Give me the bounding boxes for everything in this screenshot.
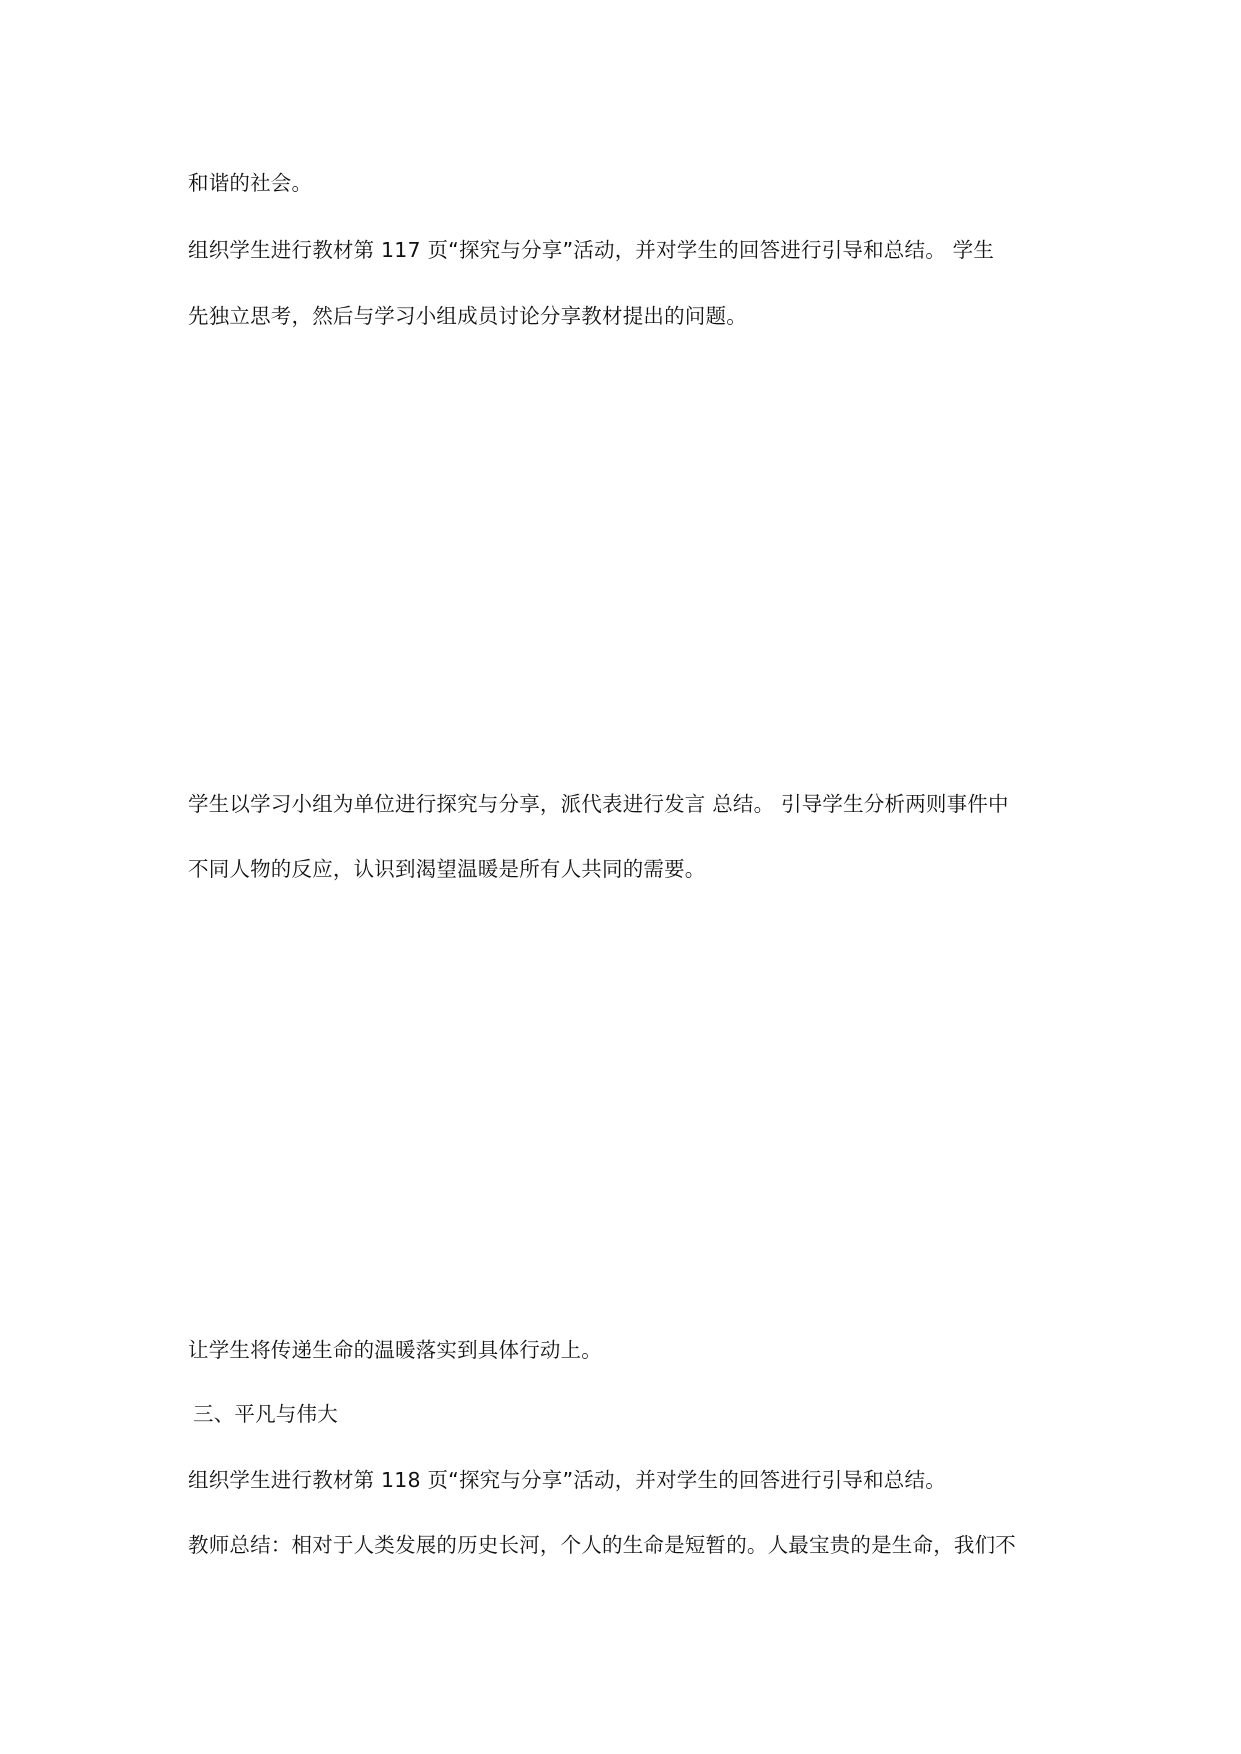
paragraph-line: 先独立思考，然后与学习小组成员讨论分享教材提出的问题。	[188, 304, 747, 328]
paragraph-line: 组织学生进行教材第 118 页“探究与分享”活动，并对学生的回答进行引导和总结。	[188, 1468, 946, 1492]
section-heading: 三、平凡与伟大	[193, 1402, 338, 1426]
paragraph-line: 让学生将传递生命的温暖落实到具体行动上。	[188, 1338, 602, 1362]
paragraph-line: 教师总结：相对于人类发展的历史长河，个人的生命是短暂的。人最宝贵的是生命，我们不	[188, 1533, 1016, 1557]
paragraph-line: 和谐的社会。	[188, 171, 313, 195]
paragraph-line: 学生以学习小组为单位进行探究与分享，派代表进行发言 总结。 引导学生分析两则事件中	[188, 792, 1009, 816]
paragraph-line: 不同人物的反应，认识到渴望温暖是所有人共同的需要。	[188, 857, 706, 881]
paragraph-line: 组织学生进行教材第 117 页“探究与分享”活动，并对学生的回答进行引导和总结。 学生	[188, 238, 995, 262]
